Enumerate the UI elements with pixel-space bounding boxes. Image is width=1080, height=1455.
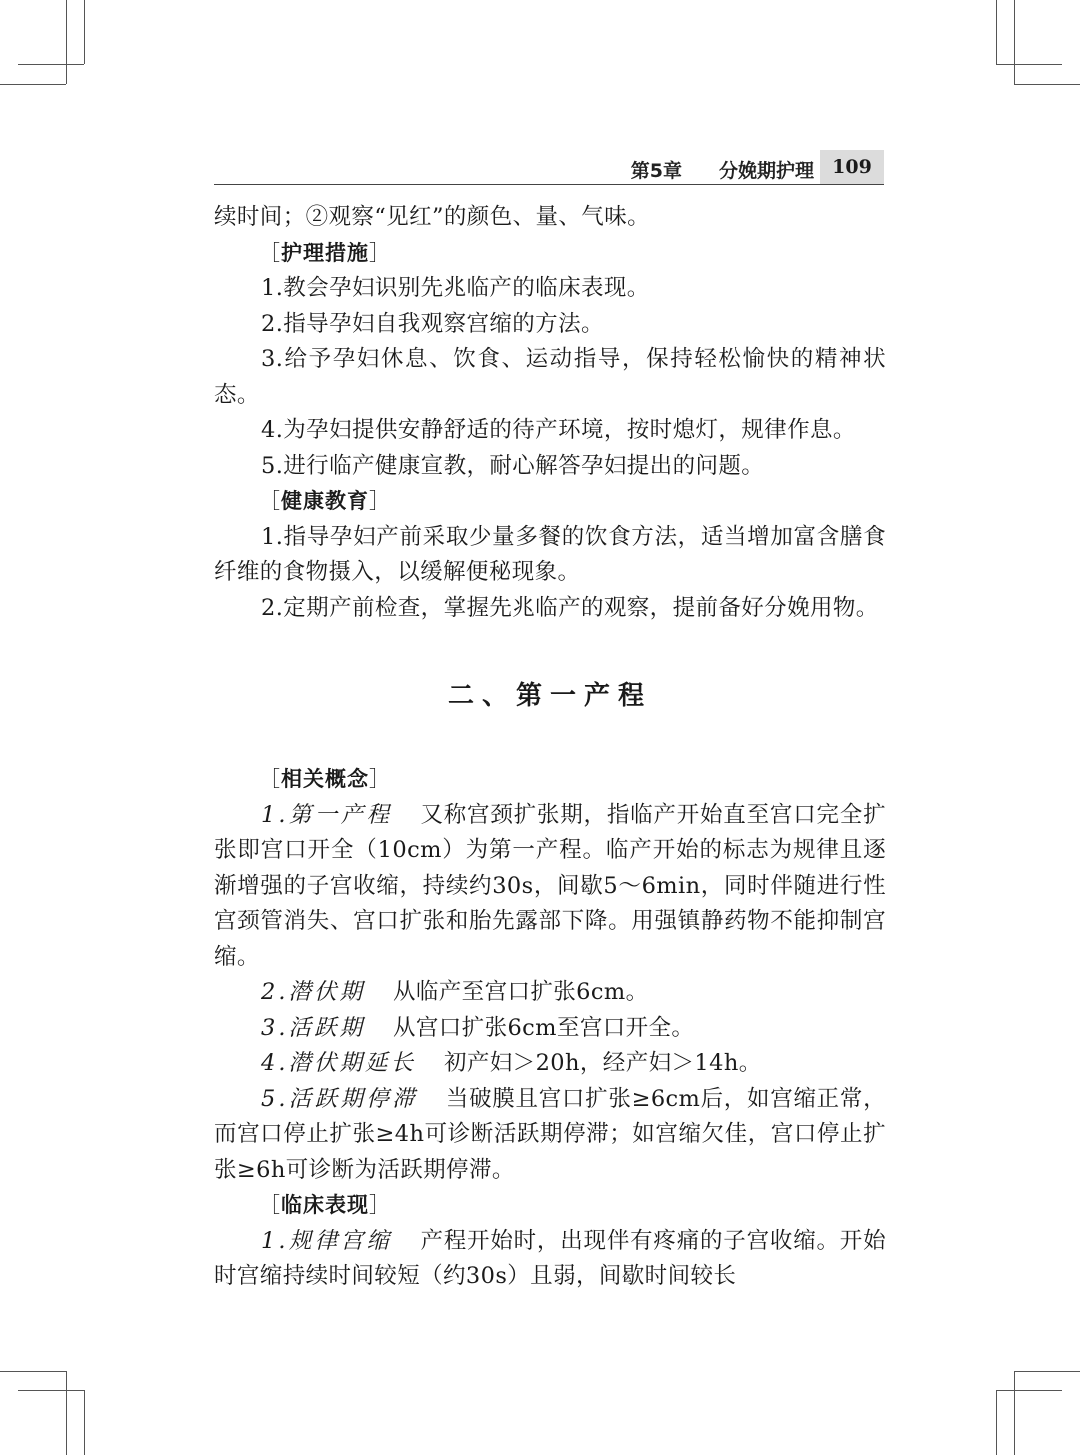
crop-mark — [996, 1390, 997, 1455]
crop-mark — [996, 1390, 1062, 1391]
list-item: 4.为孕妇提供安静舒适的待产环境，按时熄灯，规律作息。 — [261, 417, 856, 443]
list-item: 2.定期产前检查，掌握先兆临产的观察，提前备好分娩用物。 — [261, 594, 879, 621]
list-item: 5.进行临产健康宣教，耐心解答孕妇提出的问题。 — [261, 452, 765, 479]
definition-item: 4.潜伏期延长 初产妇＞20h，经产妇＞14h。 — [261, 1050, 762, 1076]
paragraph: 续时间；②观察“见红”的颜色、量、气味。 — [214, 204, 651, 230]
definition-item: 5.活跃期停滞 当破膜且宫口扩张≥6cm后，如宫缩正常，而宫口停止扩张≥4h可诊断活跃期停滞；如宫缩欠佳，宫口停止扩张≥6h可诊断为活跃期停滞。 — [214, 1085, 886, 1183]
term: 1.规律宫缩 — [261, 1227, 393, 1254]
term: 4.潜伏期延长 — [261, 1050, 416, 1076]
running-header — [214, 150, 884, 185]
term: 3.活跃期 — [261, 1014, 365, 1041]
page-number: 109 — [820, 150, 884, 184]
definition-item: 1.规律宫缩 产程开始时，出现伴有疼痛的子宫收缩。开始时宫缩持续时间较短（约30s）且弱，间歇时间较长 — [214, 1227, 886, 1289]
crop-mark — [1014, 0, 1015, 84]
term: 5.活跃期停滞 — [261, 1085, 418, 1112]
subheading-clinical: ［临床表现］ — [259, 1193, 391, 1217]
crop-mark — [18, 64, 84, 65]
crop-mark — [0, 84, 66, 85]
crop-mark — [1014, 1371, 1080, 1372]
section-title: 二、第一产程 — [447, 681, 652, 711]
crop-mark — [84, 1390, 85, 1455]
subheading-concepts: ［相关概念］ — [259, 767, 391, 791]
crop-mark — [996, 0, 997, 64]
crop-mark — [996, 64, 1062, 65]
subheading-health-education: ［健康教育］ — [259, 489, 391, 513]
crop-mark — [1014, 84, 1080, 85]
definition-item: 3.活跃期 从宫口扩张6cm至宫口开全。 — [261, 1014, 695, 1041]
crop-mark — [66, 0, 67, 84]
chapter-title: 分娩期护理 — [718, 160, 814, 182]
list-item: 2.指导孕妇自我观察宫缩的方法。 — [261, 310, 604, 337]
chapter-label: 第5章 — [630, 160, 682, 182]
subheading-nursing: ［护理措施］ — [259, 240, 391, 265]
term: 2.潜伏期 — [261, 979, 365, 1005]
crop-mark — [84, 0, 85, 64]
crop-mark — [18, 1390, 84, 1391]
term: 1.第一产程 — [261, 801, 393, 828]
list-item: 1.指导孕妇产前采取少量多餐的饮食方法，适当增加富含膳食纤维的食物摄入，以缓解便秘现象。 — [214, 523, 886, 585]
definition-item: 1.第一产程 又称宫颈扩张期，指临产开始直至宫口完全扩张即宫口开全（10cm）为第一产程。临产开始的标志为规律且逐渐增强的子宫收缩，持续约30s，间歇5～6min，同时伴随进行性宫颈管消失、宫口扩张和胎先露部下降。用强镇静药物不能抑制宫缩。 — [214, 801, 886, 970]
crop-mark — [0, 1371, 66, 1372]
list-item: 3.给予孕妇休息、饮食、运动指导，保持轻松愉快的精神状态。 — [214, 346, 886, 408]
definition-item: 2.潜伏期 从临产至宫口扩张6cm。 — [261, 979, 649, 1005]
page-body — [214, 200, 886, 1295]
crop-mark — [1014, 1371, 1015, 1455]
crop-mark — [66, 1371, 67, 1455]
list-item: 1.教会孕妇识别先兆临产的临床表现。 — [261, 275, 650, 301]
